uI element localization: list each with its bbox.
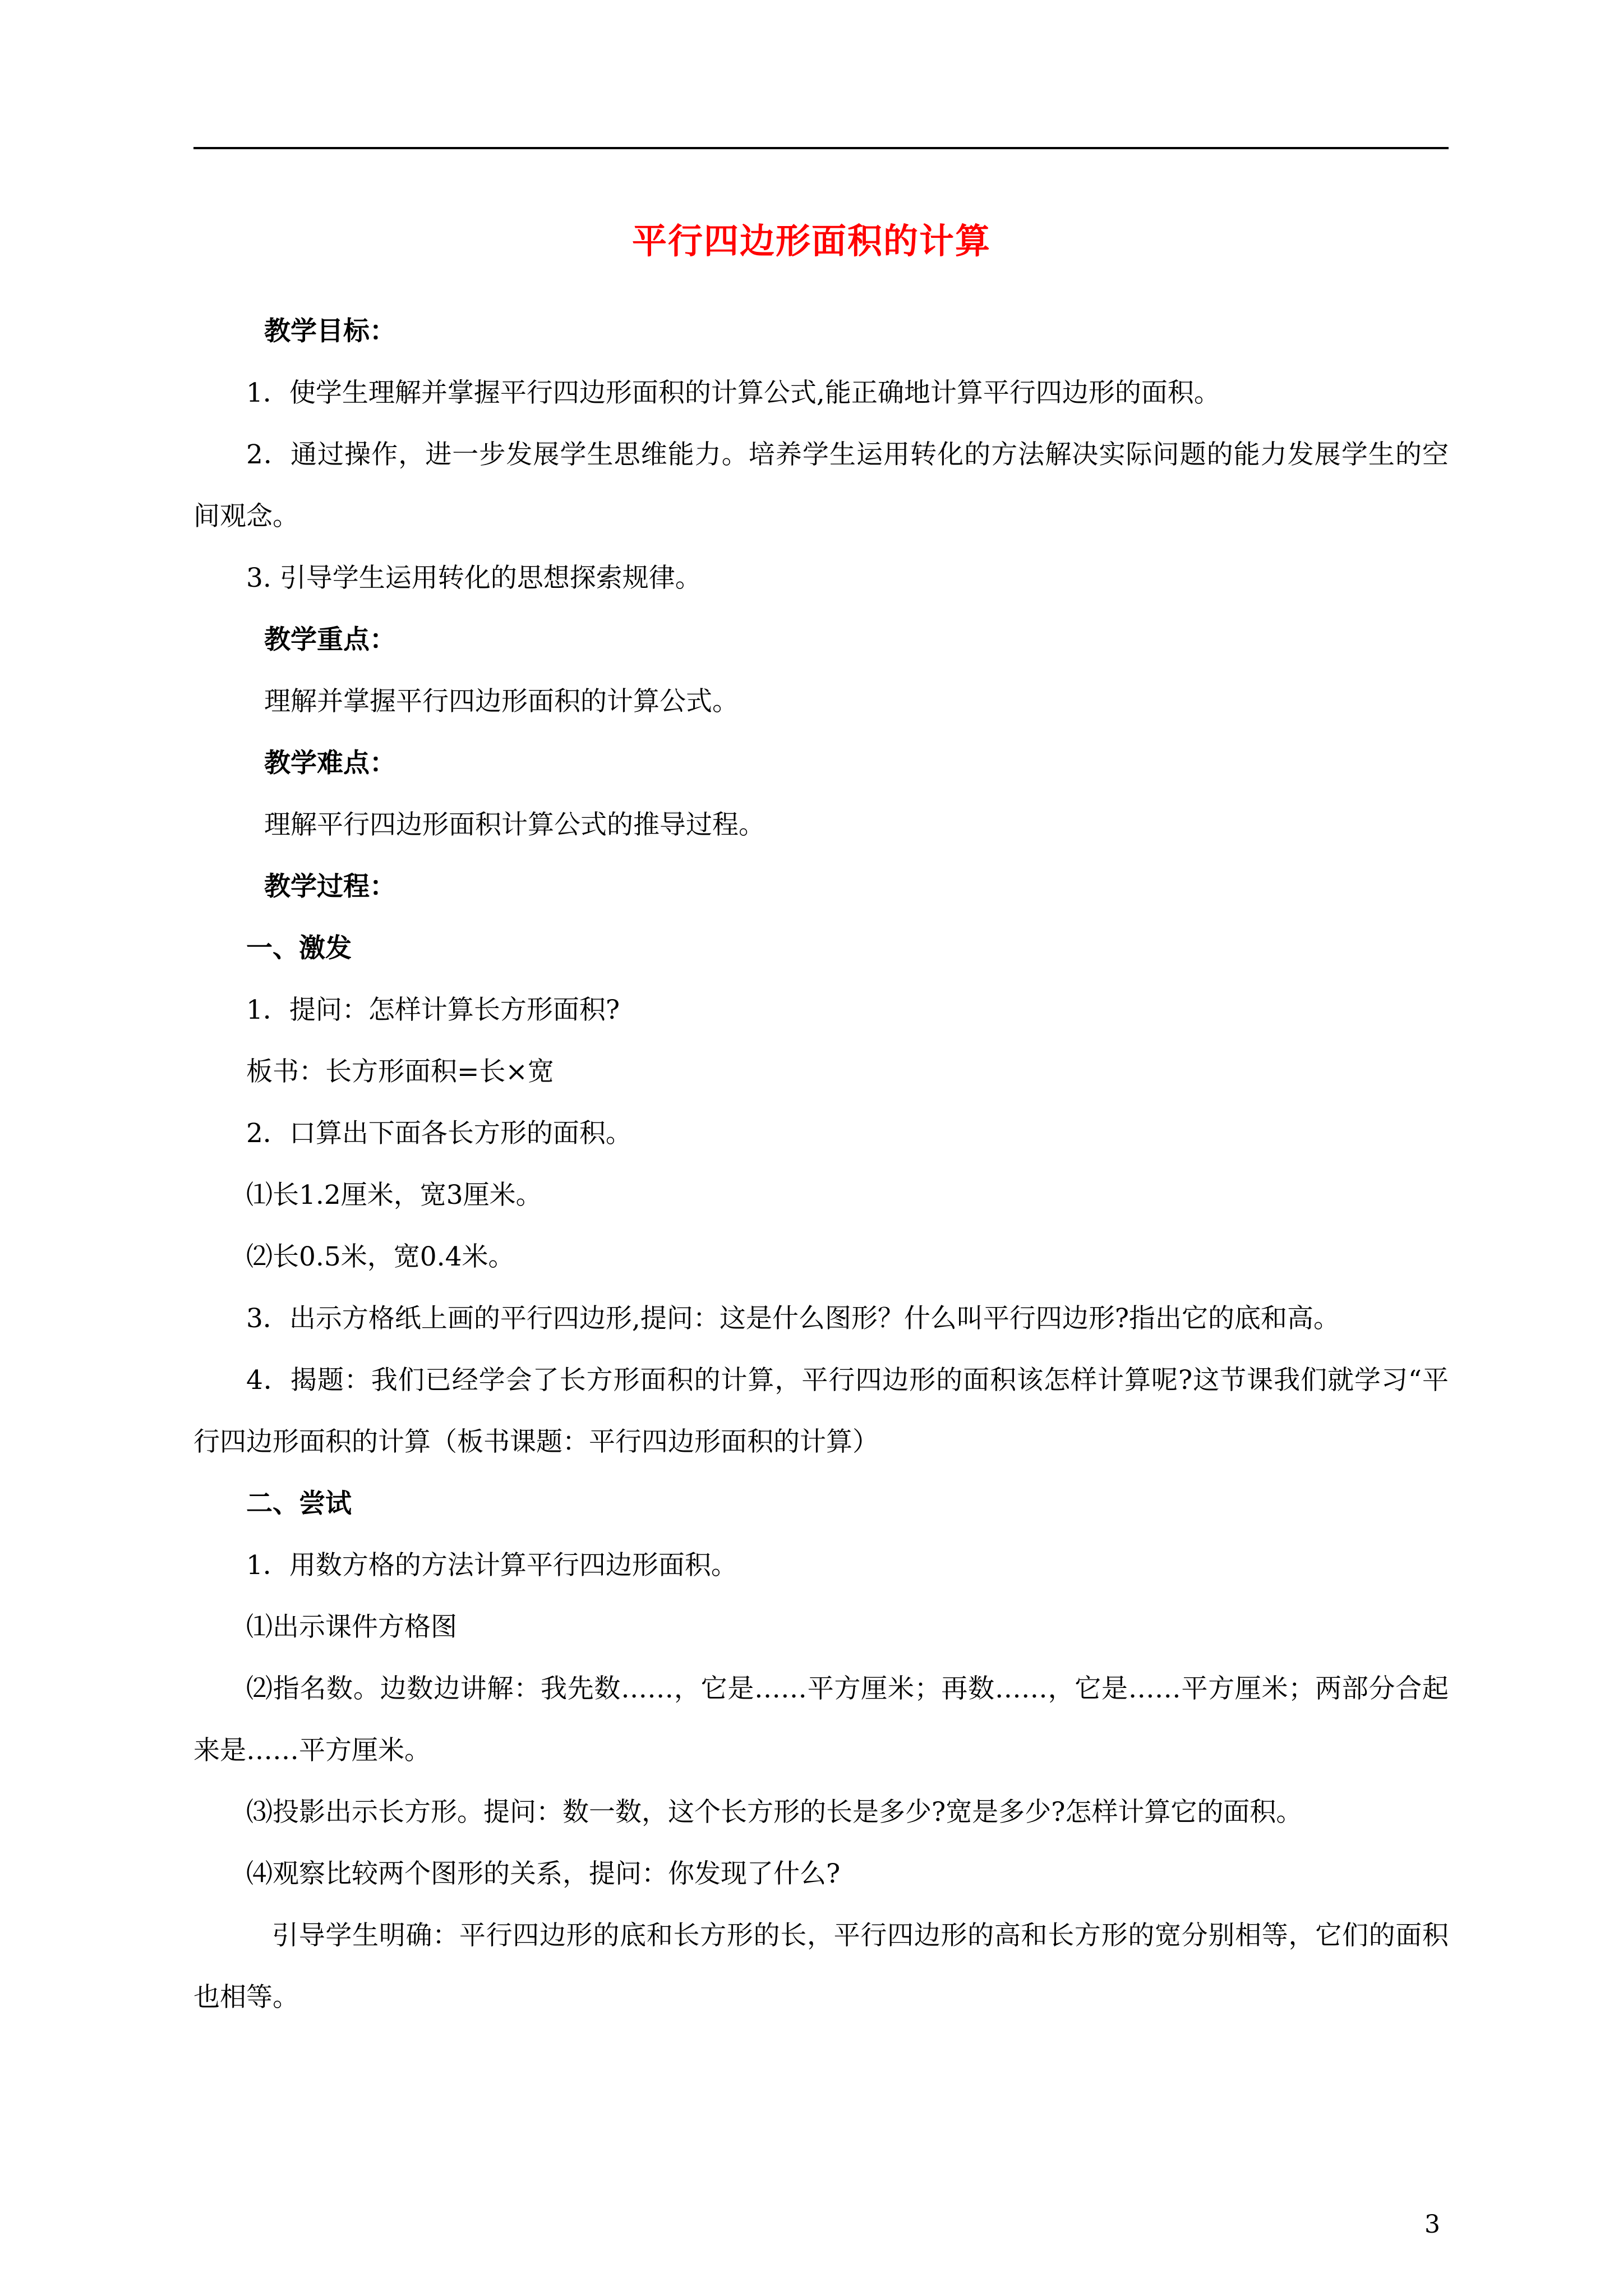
key-points-text: 理解并掌握平行四边形面积的计算公式。 xyxy=(264,686,739,717)
process-step: ⑶投影出示长方形。提问：数一数，这个长方形的长是多少?宽是多少?怎样计算它的面积。 xyxy=(246,1797,1303,1828)
section-heading-difficulties: 教学难点： xyxy=(264,748,396,779)
section-heading-process: 教学过程： xyxy=(264,871,396,902)
process-step: ⑴长1.2厘米，宽3厘米。 xyxy=(246,1180,542,1211)
difficulties-text: 理解平行四边形面积计算公式的推导过程。 xyxy=(264,809,765,840)
process-step: 3．出示方格纸上画的平行四边形,提问：这是什么图形？什么叫平行四边形?指出它的底和高。 xyxy=(246,1303,1340,1334)
process-step: ⑵长0.5米，宽0.4米。 xyxy=(246,1241,515,1272)
objective-2: 2．通过操作，进一步发展学生思维能力。培养学生运用转化的方法解决实际问题的能力发展学生的空间观念。 xyxy=(193,439,1449,532)
process-step: 1．用数方格的方法计算平行四边形面积。 xyxy=(246,1550,737,1581)
process-step: 4．揭题：我们已经学会了长方形面积的计算，平行四边形的面积该怎样计算呢?这节课我们就学习“平行四边形面积的计算（板书课题：平行四边形面积的计算） xyxy=(193,1365,1449,1457)
process-part-2-heading: 二、尝试 xyxy=(246,1488,352,1519)
process-step: 板书：长方形面积=长×宽 xyxy=(246,1056,554,1087)
page-number: 3 xyxy=(1424,2210,1440,2239)
process-step: ⑴出示课件方格图 xyxy=(246,1612,457,1642)
section-heading-key-points: 教学重点： xyxy=(264,624,396,655)
document-title: 平行四边形面积的计算 xyxy=(631,220,991,261)
process-step: ⑷观察比较两个图形的关系，提问：你发现了什么? xyxy=(246,1858,841,1889)
process-step: 2．口算出下面各长方形的面积。 xyxy=(246,1118,632,1149)
section-heading-objectives: 教学目标： xyxy=(264,316,396,347)
document-body xyxy=(193,301,1449,2028)
process-step: 1．提问：怎样计算长方形面积? xyxy=(246,995,620,1025)
process-step: ⑵指名数。边数边讲解：我先数……，它是……平方厘米；再数……，它是……平方厘米；两部分合起来是……平方厘米。 xyxy=(193,1673,1449,1766)
process-part-1-heading: 一、激发 xyxy=(246,933,352,964)
process-step: 引导学生明确：平行四边形的底和长方形的长，平行四边形的高和长方形的宽分别相等，它们的面积也相等。 xyxy=(193,1920,1449,2013)
objective-3: 3. 引导学生运用转化的思想探索规律。 xyxy=(246,563,702,593)
header-rule xyxy=(193,147,1449,149)
objective-1: 1．使学生理解并掌握平行四边形面积的计算公式,能正确地计算平行四边形的面积。 xyxy=(246,378,1220,408)
